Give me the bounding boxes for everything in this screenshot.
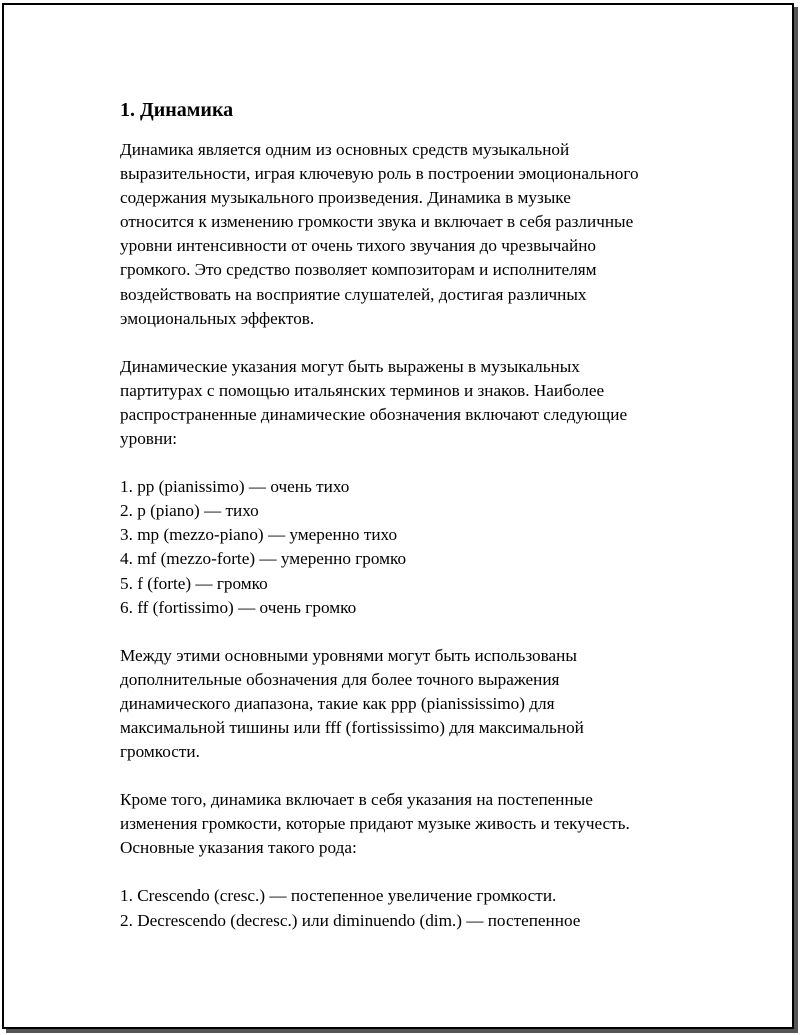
text-line: эмоциональных эффектов. [120, 308, 315, 328]
list-item: 1. pp (pianissimo) — очень тихо [120, 477, 350, 497]
text-line: воздействовать на восприятие слушателей, достигая различных [120, 284, 587, 304]
text-line: громкости. [120, 742, 200, 762]
text-line: дополнительные обозначения для более точного выражения [120, 669, 560, 689]
text-line: громкого. Это средство позволяет композиторам и исполнителям [120, 260, 597, 280]
document-content [120, 97, 700, 957]
list-item: 5. f (forte) — громко [120, 573, 268, 593]
paragraph-dynamic-markings [120, 355, 700, 451]
list-item: 2. p (piano) — тихо [120, 501, 259, 521]
paragraph-extra-levels [120, 644, 700, 764]
section-heading: 1. Динамика [120, 99, 234, 121]
text-line: изменения громкости, которые придают музыке живость и текучесть. [120, 814, 630, 834]
list-item: 1. Crescendo (cresc.) — постепенное увеличение громкости. [120, 886, 557, 906]
document-page [2, 3, 794, 1029]
text-line: распространенные динамические обозначения включают следующие [120, 404, 628, 424]
paragraph-intro [120, 138, 700, 331]
text-line: Динамические указания могут быть выражены в музыкальных [120, 356, 580, 376]
paragraph-gradual-changes [120, 788, 700, 860]
text-line: содержания музыкального произведения. Динамика в музыке [120, 188, 571, 208]
text-line: партитурах с помощью итальянских терминов и знаков. Наиболее [120, 380, 605, 400]
list-item: 3. mp (mezzo-piano) — умеренно тихо [120, 525, 398, 545]
text-line: относится к изменению громкости звука и включает в себя различные [120, 212, 634, 232]
text-line: Основные указания такого рода: [120, 838, 357, 858]
text-line: уровни: [120, 429, 178, 449]
gradual-changes-list [120, 884, 700, 932]
text-line: Между этими основными уровнями могут быть использованы [120, 645, 577, 665]
list-item: 2. Decrescendo (decresc.) или diminuendo (dim.) — постепенное [120, 910, 581, 930]
list-item: 6. ff (fortissimo) — очень громко [120, 597, 357, 617]
text-line: выразительности, играя ключевую роль в построении эмоционального [120, 164, 639, 184]
list-item: 4. mf (mezzo-forte) — умеренно громко [120, 549, 407, 569]
text-line: уровни интенсивности от очень тихого звучания до чрезвычайно [120, 236, 597, 256]
dynamic-levels-list [120, 475, 700, 620]
text-line: максимальной тишины или fff (fortississimo) для максимальной [120, 717, 584, 737]
text-line: Кроме того, динамика включает в себя указания на постепенные [120, 790, 593, 810]
text-line: динамического диапазона, такие как ppp (pianississimo) для [120, 693, 555, 713]
text-line: Динамика является одним из основных средств музыкальной [120, 140, 570, 159]
